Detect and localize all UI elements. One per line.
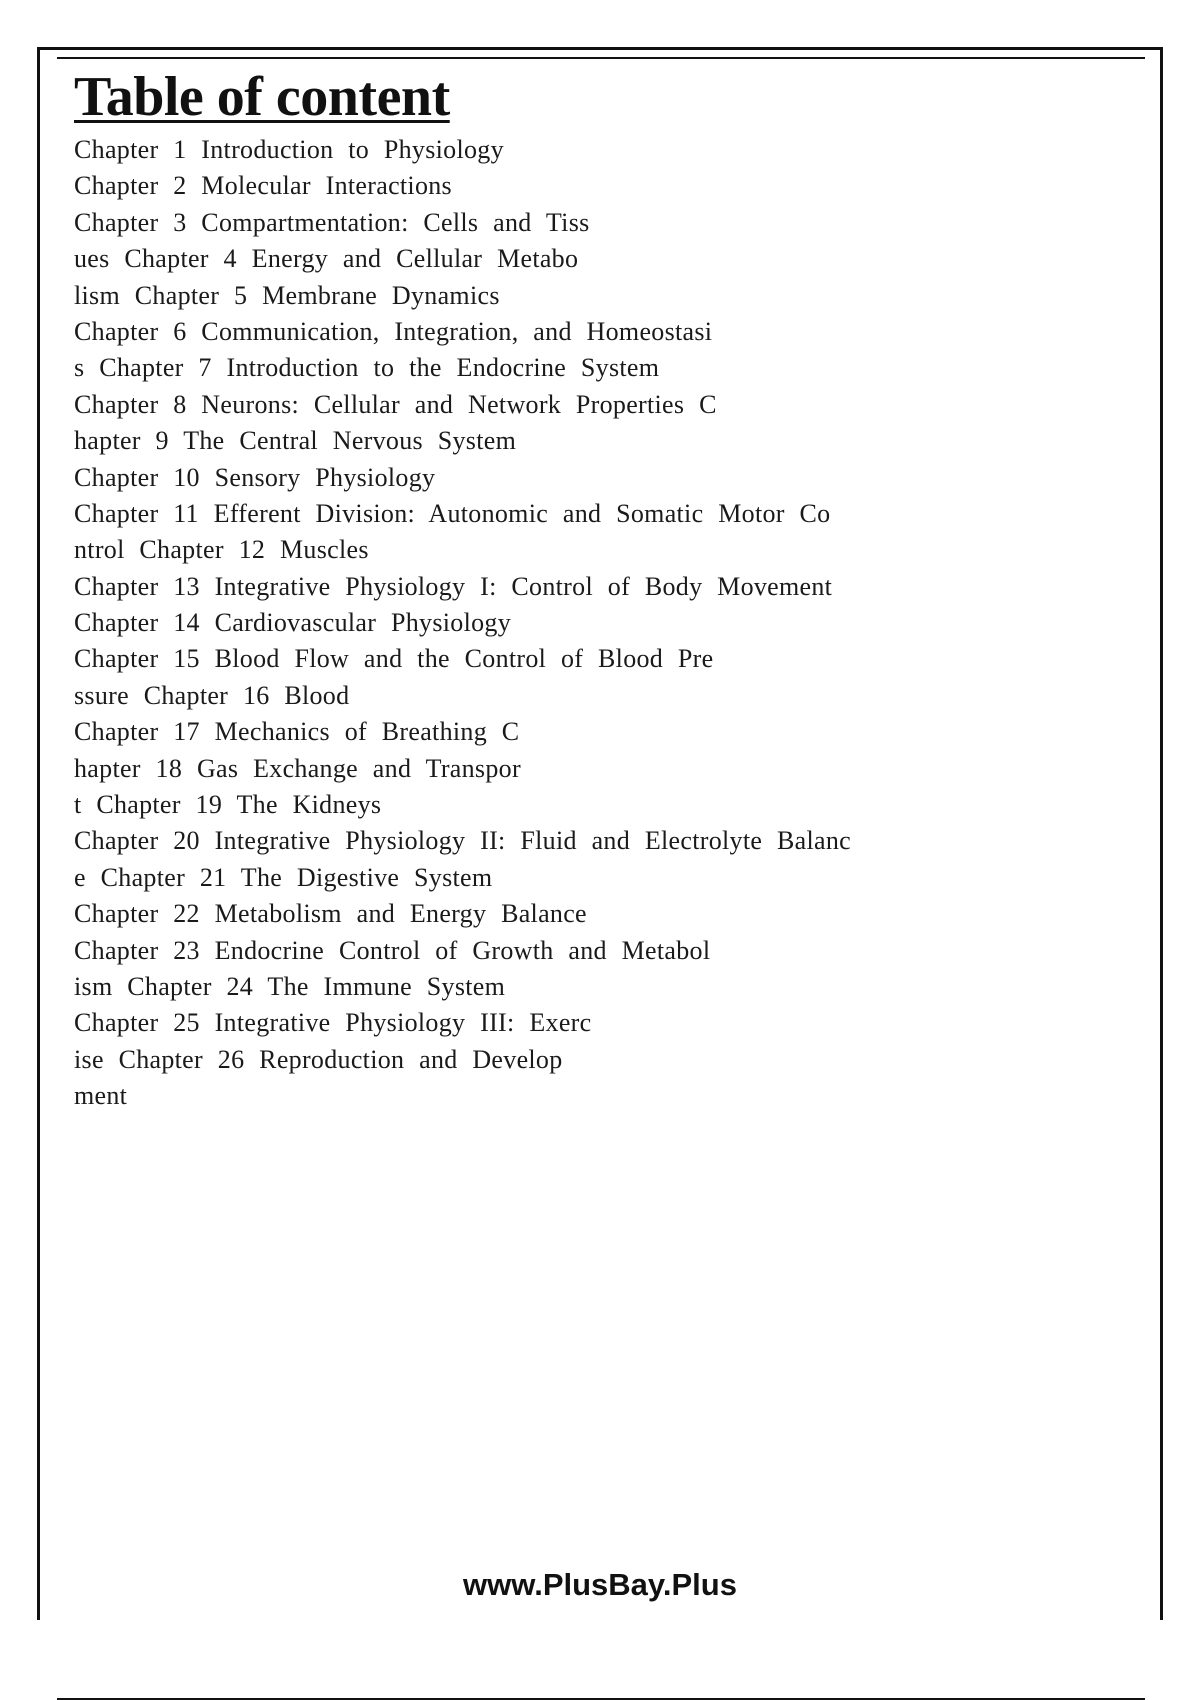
- top-rule: [57, 57, 1145, 59]
- toc-line: ism Chapter 24 The Immune System: [74, 971, 506, 1001]
- toc-line: ues Chapter 4 Energy and Cellular Metabo: [74, 244, 579, 274]
- toc-line: ise Chapter 26 Reproduction and Develop: [74, 1044, 563, 1074]
- toc-line: s Chapter 7 Introduction to the Endocrine System: [74, 353, 660, 383]
- toc-line: hapter 9 The Central Nervous System: [74, 426, 517, 456]
- toc-line: Chapter 15 Blood Flow and the Control of Blood Pre: [74, 644, 714, 674]
- toc-line: ntrol Chapter 12 Muscles: [74, 535, 369, 565]
- toc-line: Chapter 1 Introduction to Physiology: [74, 135, 504, 164]
- toc-line: Chapter 11 Efferent Division: Autonomic and Somatic Motor Co: [74, 498, 831, 528]
- toc-line: hapter 18 Gas Exchange and Transpor: [74, 753, 521, 783]
- toc-line: Chapter 23 Endocrine Control of Growth and Metabol: [74, 935, 711, 965]
- toc-line: Chapter 22 Metabolism and Energy Balance: [74, 899, 587, 929]
- toc-line: Chapter 14 Cardiovascular Physiology: [74, 608, 512, 638]
- toc-line: Chapter 20 Integrative Physiology II: Fluid and Electrolyte Balanc: [74, 826, 851, 856]
- toc-line: ssure Chapter 16 Blood: [74, 680, 350, 710]
- toc-line: ment: [74, 1081, 128, 1111]
- toc-line: Chapter 13 Integrative Physiology I: Control of Body Movement: [74, 571, 833, 601]
- toc-line: Chapter 6 Communication, Integration, and Homeostasi: [74, 316, 713, 346]
- toc-line: Chapter 3 Compartmentation: Cells and Tiss: [74, 207, 590, 237]
- toc-line: Chapter 25 Integrative Physiology III: Exerc: [74, 1008, 592, 1038]
- footer-url: www.PlusBay.Plus: [463, 1567, 737, 1602]
- toc-line: lism Chapter 5 Membrane Dynamics: [74, 280, 500, 310]
- page-frame-right: [1160, 47, 1163, 1620]
- page-title: Table of content: [74, 66, 450, 128]
- toc-line: Chapter 8 Neurons: Cellular and Network Properties C: [74, 389, 717, 419]
- toc-line: Chapter 17 Mechanics of Breathing C: [74, 717, 520, 747]
- toc-line: Chapter 10 Sensory Physiology: [74, 462, 436, 492]
- toc-line: t Chapter 19 The Kidneys: [74, 790, 382, 820]
- table-of-contents: [74, 132, 851, 1115]
- page-frame-top: [37, 47, 1163, 50]
- toc-line: e Chapter 21 The Digestive System: [74, 862, 493, 892]
- page-frame-left: [37, 47, 40, 1620]
- toc-line: Chapter 2 Molecular Interactions: [74, 171, 452, 201]
